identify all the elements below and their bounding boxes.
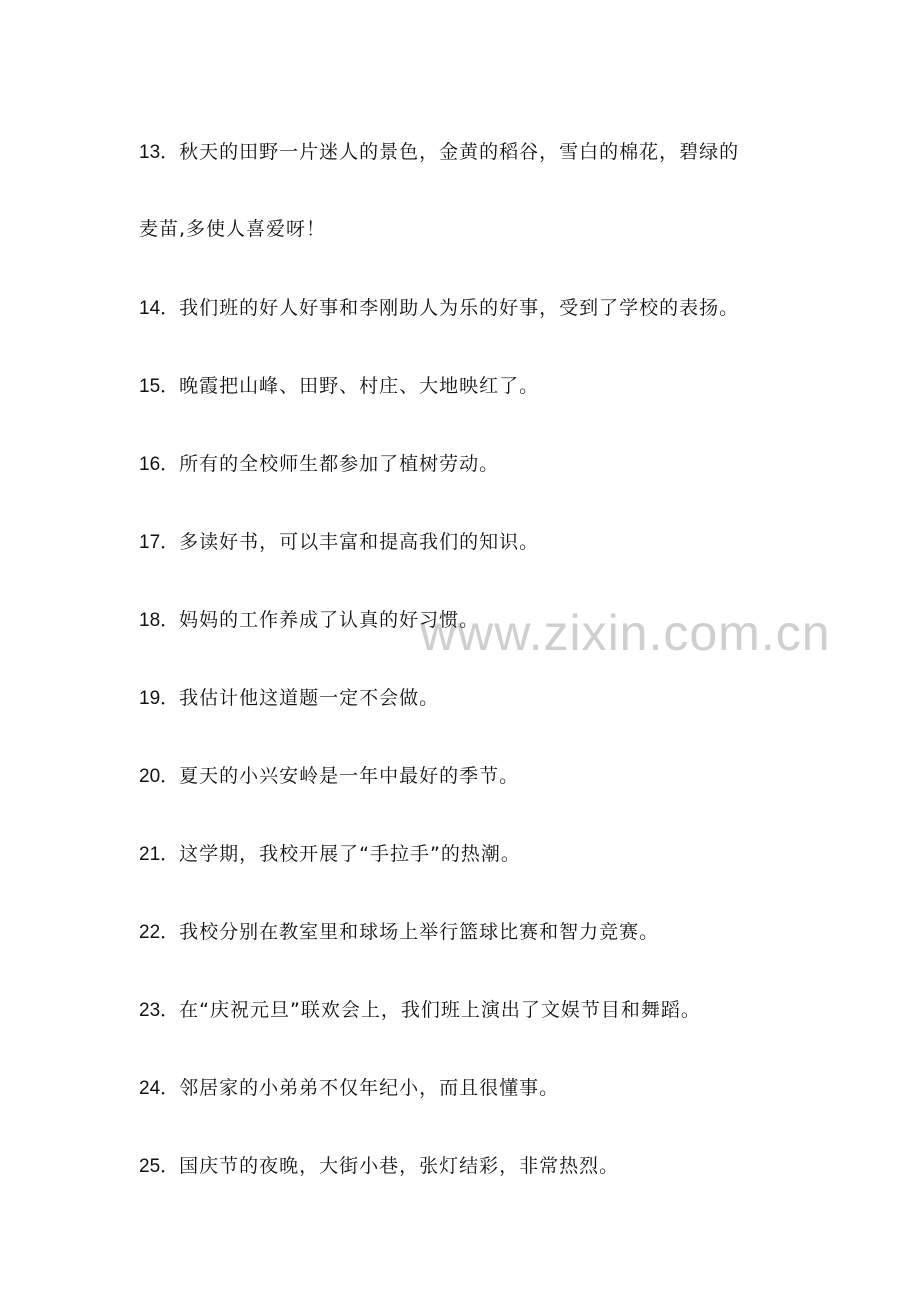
sentence-line-16 [139, 452, 499, 477]
sentence-line-24 [139, 1076, 559, 1101]
sentence-number: 17． [139, 532, 180, 553]
sentence-number: 15． [139, 376, 180, 397]
sentence-number: 14． [139, 298, 180, 319]
sentence-text: 妈妈的工作养成了认真的好习惯。 [179, 609, 480, 631]
sentence-line-13-continued [139, 217, 326, 242]
sentence-line-17 [139, 530, 539, 555]
sentence-line-20 [139, 764, 519, 789]
sentence-text: 我估计他这道题一定不会做。 [179, 687, 440, 709]
sentence-line-23 [139, 998, 701, 1023]
sentence-number: 21． [139, 844, 180, 865]
sentence-line-18 [139, 608, 479, 633]
sentence-text: 国庆节的夜晚，大街小巷，张灯结彩，非常热烈。 [179, 1155, 620, 1177]
sentence-line-15 [139, 374, 539, 399]
sentence-text: 麦苗,多使人喜爱呀！ [139, 218, 327, 240]
sentence-text: 我校分别在教室里和球场上举行篮球比赛和智力竞赛。 [179, 921, 660, 943]
sentence-number: 25． [139, 1156, 180, 1177]
sentence-number: 19． [139, 688, 180, 709]
sentence-text: 秋天的田野一片迷人的景色，金黄的稻谷，雪白的棉花，碧绿的 [179, 141, 740, 163]
sentence-number: 24． [139, 1078, 180, 1099]
sentence-line-13 [139, 140, 739, 165]
sentence-number: 13． [139, 142, 180, 163]
sentence-text: 这学期，我校开展了“手拉手”的热潮。 [179, 843, 521, 865]
sentence-line-22 [139, 920, 659, 945]
sentence-line-14 [139, 296, 739, 321]
sentence-text: 在“庆祝元旦”联欢会上，我们班上演出了文娱节目和舞蹈。 [179, 999, 701, 1021]
sentence-number: 23． [139, 1000, 180, 1021]
sentence-number: 20． [139, 766, 180, 787]
sentence-line-25 [139, 1154, 619, 1179]
sentence-text: 夏天的小兴安岭是一年中最好的季节。 [179, 765, 520, 787]
sentence-text: 所有的全校师生都参加了植树劳动。 [179, 453, 500, 475]
sentence-number: 18． [139, 610, 180, 631]
sentence-text: 多读好书，可以丰富和提高我们的知识。 [179, 531, 540, 553]
sentence-line-21 [139, 842, 521, 867]
sentence-text: 邻居家的小弟弟不仅年纪小，而且很懂事。 [179, 1077, 560, 1099]
sentence-line-19 [139, 686, 439, 711]
sentence-number: 16． [139, 454, 180, 475]
sentence-text: 我们班的好人好事和李刚助人为乐的好事，受到了学校的表扬。 [179, 297, 740, 319]
sentence-number: 22． [139, 922, 180, 943]
sentence-text: 晚霞把山峰、田野、村庄、大地映红了。 [179, 375, 540, 397]
watermark: www.zixin.com.cn [420, 605, 831, 661]
